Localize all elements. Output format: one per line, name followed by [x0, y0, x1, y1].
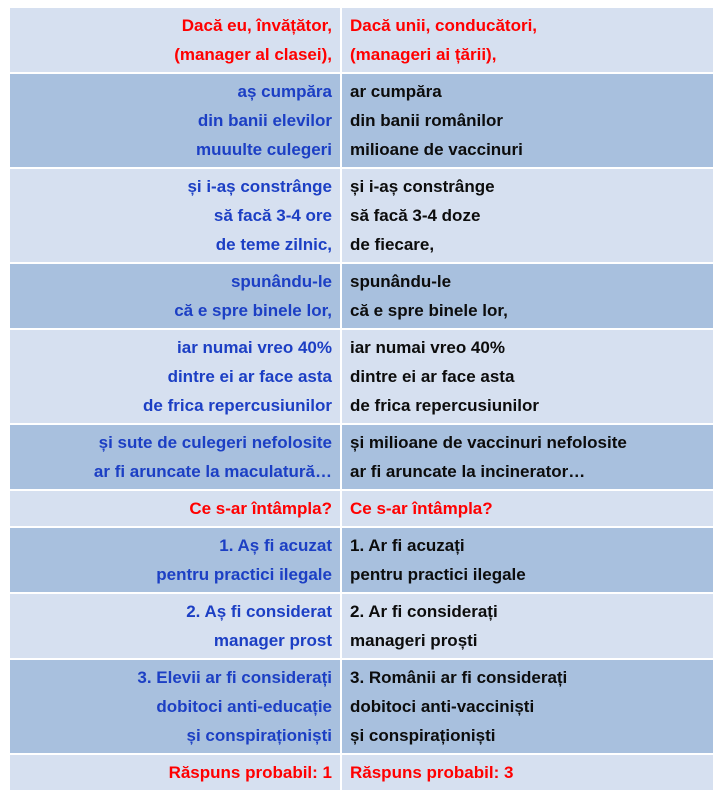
table-row [9, 7, 714, 73]
table-row [9, 754, 714, 791]
heading-text: (manager al clasei), [174, 45, 332, 64]
statement-line: dobitoci anti-educație [156, 697, 332, 716]
heading-text: Răspuns probabil: 1 [168, 763, 332, 782]
heading-text: Ce s-ar întâmpla? [350, 499, 493, 518]
statement-line: aș cumpăra [237, 82, 332, 101]
teacher-cell [9, 659, 341, 754]
leaders-cell [341, 593, 714, 659]
leaders-cell [341, 490, 714, 527]
statement-line: manager prost [213, 631, 332, 650]
statement-line: spunându-le [350, 272, 452, 291]
statement-line: spunându-le [230, 272, 332, 291]
table-row [9, 168, 714, 263]
heading-text: Dacă unii, conducători, [350, 16, 538, 35]
teacher-cell [9, 424, 341, 490]
heading-text: (manageri ai țării), [350, 45, 497, 64]
table-row [9, 659, 714, 754]
statement-line: de fiecare, [350, 235, 435, 254]
teacher-cell [9, 490, 341, 527]
leaders-cell [341, 263, 714, 329]
statement-line: iar numai vreo 40% [350, 338, 505, 357]
leaders-cell [341, 73, 714, 168]
table-row [9, 490, 714, 527]
statement-line: și sute de culegeri nefolosite [98, 433, 332, 452]
statement-line: dintre ei ar face asta [350, 367, 515, 386]
statement-line: 2. Ar fi considerați [350, 602, 498, 621]
teacher-cell [9, 329, 341, 424]
statement-line: să facă 3-4 doze [350, 206, 481, 225]
table-row [9, 593, 714, 659]
statement-line: că e spre binele lor, [350, 301, 508, 320]
teacher-cell [9, 263, 341, 329]
leaders-cell [341, 527, 714, 593]
statement-line: pentru practici ilegale [350, 565, 526, 584]
statement-line: ar cumpăra [350, 82, 442, 101]
leaders-cell [341, 329, 714, 424]
leaders-cell [341, 754, 714, 791]
heading-text: Dacă eu, învățător, [181, 16, 332, 35]
teacher-cell [9, 168, 341, 263]
teacher-cell [9, 7, 341, 73]
statement-line: și conspiraționiști [350, 726, 496, 745]
leaders-cell [341, 659, 714, 754]
teacher-cell [9, 593, 341, 659]
statement-line: milioane de vaccinuri [350, 140, 523, 159]
leaders-cell [341, 168, 714, 263]
statement-line: pentru practici ilegale [156, 565, 332, 584]
table-row [9, 424, 714, 490]
statement-line: din banii elevilor [197, 111, 332, 130]
statement-line: și milioane de vaccinuri nefolosite [350, 433, 627, 452]
statement-line: 3. Românii ar fi considerați [350, 668, 568, 687]
statement-line: ar fi aruncate la maculatură… [93, 462, 332, 481]
heading-text: Răspuns probabil: 3 [350, 763, 514, 782]
statement-line: iar numai vreo 40% [177, 338, 332, 357]
leaders-cell [341, 7, 714, 73]
statement-line: manageri proști [350, 631, 478, 650]
statement-line: 3. Elevii ar fi considerați [137, 668, 332, 687]
comparison-table [8, 6, 715, 792]
statement-line: dobitoci anti-vacciniști [350, 697, 535, 716]
teacher-cell [9, 73, 341, 168]
statement-line: de frica repercusiunilor [350, 396, 539, 415]
table-row [9, 329, 714, 424]
heading-text: Ce s-ar întâmpla? [189, 499, 332, 518]
statement-line: 2. Aș fi considerat [186, 602, 332, 621]
statement-line: de teme zilnic, [215, 235, 332, 254]
table-row [9, 73, 714, 168]
table-row [9, 263, 714, 329]
statement-line: 1. Ar fi acuzați [350, 536, 465, 555]
comparison-table-body [9, 7, 714, 791]
statement-line: muuulte culegeri [195, 140, 332, 159]
statement-line: din banii românilor [350, 111, 504, 130]
leaders-cell [341, 424, 714, 490]
statement-line: că e spre binele lor, [174, 301, 332, 320]
statement-line: și conspiraționiști [186, 726, 332, 745]
statement-line: de frica repercusiunilor [143, 396, 332, 415]
statement-line: 1. Aș fi acuzat [219, 536, 332, 555]
teacher-cell [9, 754, 341, 791]
table-row [9, 527, 714, 593]
statement-line: și i-aș constrânge [350, 177, 495, 196]
statement-line: să facă 3-4 ore [213, 206, 332, 225]
teacher-cell [9, 527, 341, 593]
statement-line: și i-aș constrânge [187, 177, 332, 196]
statement-line: dintre ei ar face asta [167, 367, 332, 386]
statement-line: ar fi aruncate la incinerator… [350, 462, 586, 481]
